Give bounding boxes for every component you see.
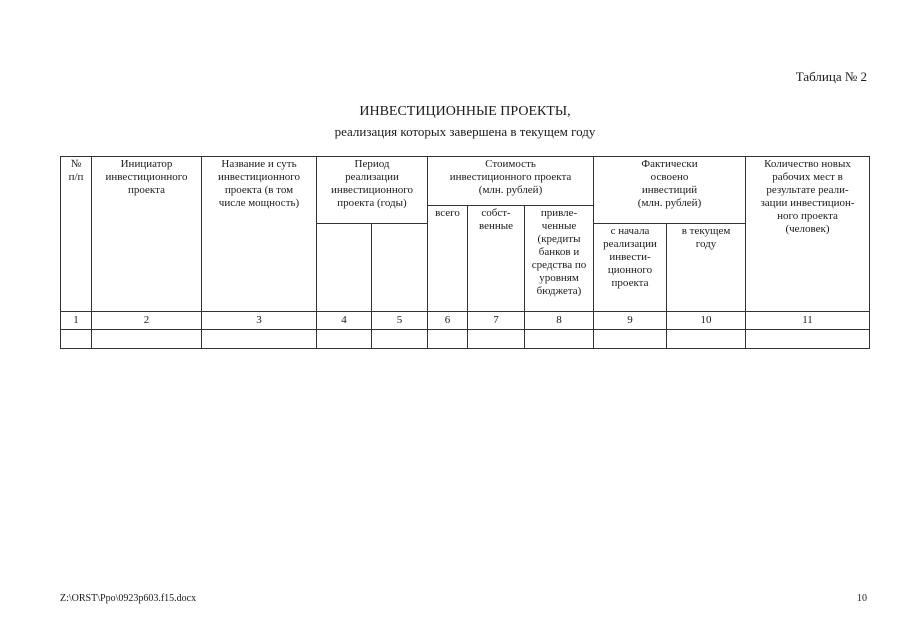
column-number: 2 [92, 312, 202, 330]
table-cell [525, 330, 594, 349]
table-cell [61, 330, 92, 349]
header-period-end [372, 224, 428, 312]
header-new-jobs: Количество новых рабочих мест в результате реали- зации инвестицион- ного проекта (человек) [746, 157, 870, 312]
header-cost-attracted: привле- ченные (кредиты банков и средства по уровням бюджета) [525, 206, 594, 312]
column-number: 6 [428, 312, 468, 330]
investment-projects-table [60, 156, 870, 349]
table-cell [317, 330, 372, 349]
column-number: 11 [746, 312, 870, 330]
table-cell [428, 330, 468, 349]
header-cost-own: собст- венные [468, 206, 525, 312]
table-cell [202, 330, 317, 349]
header-project-name: Название и суть инвестиционного проекта (в том числе мощность) [202, 157, 317, 312]
table-cell [746, 330, 870, 349]
page-number: 10 [857, 593, 867, 604]
table-label: Таблица № 2 [795, 69, 867, 84]
header-actual-since-start: с начала реализации инвести- ционного проекта [594, 224, 667, 312]
column-number: 5 [372, 312, 428, 330]
table-cell [594, 330, 667, 349]
table-cell [92, 330, 202, 349]
table-row [61, 330, 870, 349]
table-cell [468, 330, 525, 349]
document-subtitle: реализация которых завершена в текущем году [334, 124, 596, 139]
column-number: 9 [594, 312, 667, 330]
column-number: 8 [525, 312, 594, 330]
header-cost-total: всего [428, 206, 468, 312]
header-period-start [317, 224, 372, 312]
column-number: 10 [667, 312, 746, 330]
document-title: ИНВЕСТИЦИОННЫЕ ПРОЕКТЫ, [359, 104, 571, 119]
header-actual-investment: Фактически освоено инвестиций (млн. рублей) [594, 157, 746, 224]
footer-file-path: Z:\ORST\Ppo\0923p603.f15.docx [60, 593, 197, 604]
column-number: 4 [317, 312, 372, 330]
column-number: 1 [61, 312, 92, 330]
header-actual-current-year: в текущем году [667, 224, 746, 312]
table-cell [667, 330, 746, 349]
header-num: № п/п [61, 157, 92, 312]
header-initiator: Инициатор инвестиционного проекта [92, 157, 202, 312]
header-period: Период реализации инвестиционного проекта (годы) [317, 157, 428, 224]
table-cell [372, 330, 428, 349]
column-number: 7 [468, 312, 525, 330]
header-cost: Стоимость инвестиционного проекта (млн. рублей) [428, 157, 594, 206]
column-number: 3 [202, 312, 317, 330]
